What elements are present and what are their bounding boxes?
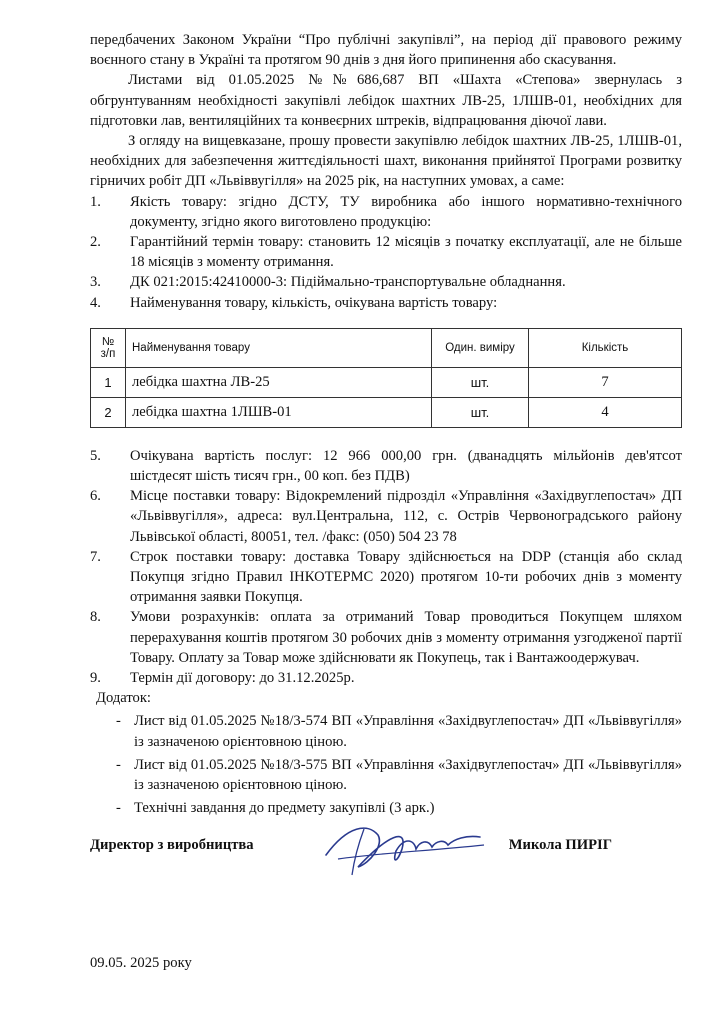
condition-item-4: 4. Найменування товару, кількість, очікувана вартість товару: — [90, 294, 498, 311]
signature-block — [90, 837, 682, 897]
row-qty: 4 — [529, 397, 682, 427]
table-row — [91, 397, 682, 427]
appendix-item: - Лист від 01.05.2025 №18/3-575 ВП «Управління «Західвуглепостач» ДП «Львіввугілля» із зазначеною орієнтовною ціною. — [116, 756, 682, 794]
signer-position: Директор з виробництва — [90, 836, 254, 853]
row-name: лебідка шахтна ЛВ-25 — [126, 367, 432, 397]
appendix-title: Додаток: — [96, 690, 151, 707]
table-header-row — [91, 328, 682, 367]
row-unit: шт. — [432, 397, 529, 427]
condition-item-2: 2. Гарантійний термін товару: становить 12 місяців з початку експлуатації, але не більше 18 місяців з моменту отримання. — [90, 234, 682, 271]
condition-item-9: 9. Термін дії договору: до 31.12.2025р. — [90, 670, 355, 687]
header-name: Найменування товару — [126, 328, 432, 367]
intro-paragraph-1: Листами від 01.05.2025 №№686,687 ВП «Шахта «Степова» звернулась з обгрунтуванням необхідності закупівлі лебідок шахтних ЛВ-25, 1ЛШВ-01, необхідних для підготовки лав, вентиляційних та конвеєрних штреків, відпрацювання діючої лави. — [90, 72, 682, 129]
goods-table — [90, 328, 682, 428]
condition-item-7: 7. Строк поставки товару: доставка Товару здійснюється на DDP (станція або склад Покупця згідно Правил ІНКОТЕРМС 2020) протягом 10-ти робочих днів з моменту отримання заявки Покупця. — [90, 548, 682, 606]
row-unit: шт. — [432, 367, 529, 397]
condition-item-5: 5. Очікувана вартість послуг: 12 966 000,00 грн. (дванадцять мільйонів дев'ятсот шістдесят шість тисяч грн., 00 коп. без ПДВ) — [90, 447, 682, 485]
signer-name: Микола ПИРІГ — [508, 836, 612, 853]
document-page — [90, 30, 682, 897]
header-num: № з/п — [91, 328, 126, 367]
intro-paragraph-0: передбачених Законом України “Про публічні закупівлі”, на період дії правового режиму воєнного стану в Україні та протягом 90 днів з дня його припинення або скасування. — [90, 32, 682, 69]
condition-item-3: 3. ДК 021:2015:42410000-3: Підіймально-транспортувальне обладнання. — [90, 274, 566, 291]
appendix-item: - Лист від 01.05.2025 №18/3-574 ВП «Управління «Західвуглепостач» ДП «Львіввугілля» із зазначеною орієнтовною ціною. — [116, 713, 682, 750]
table-row — [91, 367, 682, 397]
row-qty: 7 — [529, 367, 682, 397]
header-unit: Один. виміру — [432, 328, 529, 367]
intro-paragraph-2: З огляду на вищевказане, прошу провести закупівлю лебідок шахтних ЛВ-25, 1ЛШВ-01, необхідних для забезпечення життєдіяльності шахт, виконання прийнятої Програми розвитку гірничих робіт ДП «Львіввугілля» на 2025 рік, на наступних умовах, а саме: — [90, 133, 682, 190]
row-num: 1 — [91, 367, 126, 397]
handwritten-signature — [318, 815, 488, 879]
row-num: 2 — [91, 397, 126, 427]
condition-item-1: 1. Якість товару: згідно ДСТУ, ТУ виробника або іншого нормативно-технічного документу, згідно якого виготовлено продукцію: — [90, 193, 682, 230]
condition-item-8: 8. Умови розрахунків: оплата за отриманий Товар проводиться Покупцем шляхом перерахування коштів протягом 30 робочих днів з моменту отримання узгодженої партії Товару. Оплату за Товар може здійснювати як Покупець, так і Вантажоодержувач. — [90, 609, 682, 666]
row-name: лебідка шахтна 1ЛШВ-01 — [126, 397, 432, 427]
appendix-item: - Технічні завдання до предмету закупівлі (3 арк.) — [116, 800, 435, 817]
condition-item-6: 6. Місце поставки товару: Відокремлений підрозділ «Управління «Західвуглепостач» ДП «Львіввугілля», адреса: вул.Центральна, 112, с. Острів Червоноградського району Львівської області, 80051, тел. /факс: (050) 504 23 78 — [90, 488, 682, 545]
header-qty: Кількість — [529, 328, 682, 367]
document-date: 09.05. 2025 року — [90, 955, 192, 971]
